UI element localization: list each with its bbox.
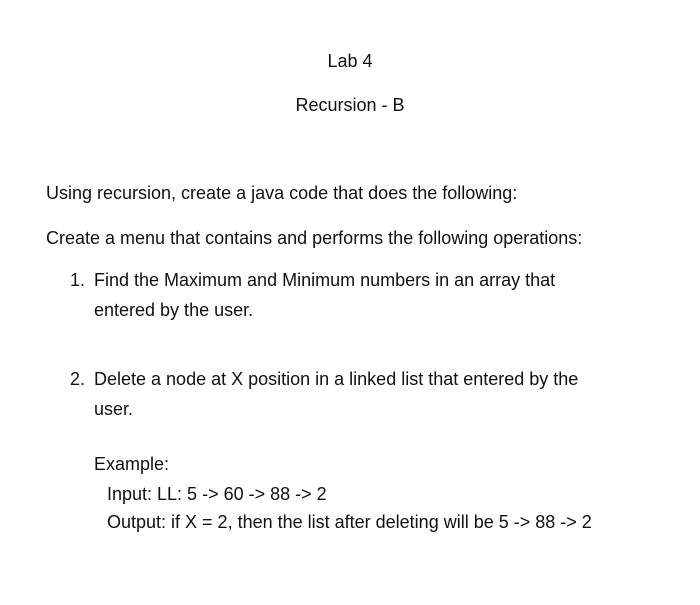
- list-item-text-line: entered by the user.: [94, 300, 254, 320]
- example-input: Input: LL: 5 -> 60 -> 88 -> 2: [107, 484, 327, 504]
- example-label: Example:: [94, 454, 170, 474]
- list-item-text-line: user.: [94, 399, 134, 419]
- list-item-text-line: Find the Maximum and Minimum numbers in an array that: [94, 270, 556, 290]
- example-output: Output: if X = 2, then the list after deleting will be 5 -> 88 -> 2: [107, 512, 592, 532]
- list-item-number: 1.: [70, 270, 86, 290]
- intro-paragraph: Using recursion, create a java code that does the following:: [46, 183, 518, 203]
- document-subtitle: Recursion - B: [295, 95, 405, 115]
- menu-intro-paragraph: Create a menu that contains and performs the following operations:: [46, 228, 583, 248]
- list-item-text-line: Delete a node at X position in a linked list that entered by the: [94, 369, 579, 389]
- document-title: Lab 4: [327, 51, 373, 71]
- list-item-number: 2.: [70, 369, 86, 389]
